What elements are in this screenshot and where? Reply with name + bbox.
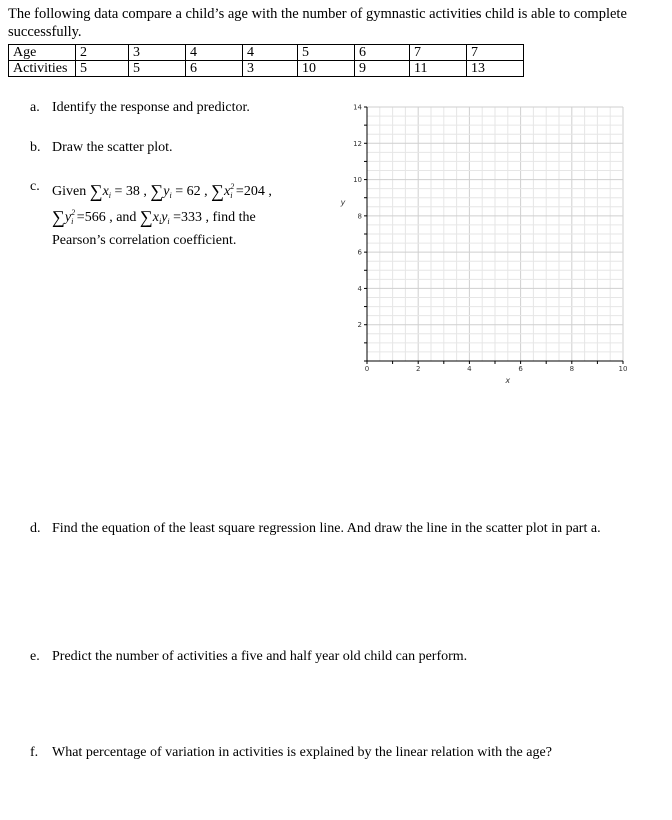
activities-cell: 11 [410,61,467,77]
question-c-line3: Pearson’s correlation coefficient. [52,233,237,248]
scatter-plot-grid[interactable] [335,95,635,395]
activities-cell: 9 [355,61,410,77]
question-label: e. [30,649,40,664]
x-axis-label: x [505,376,511,385]
x-tick-label: 10 [618,365,628,373]
data-table [8,44,524,77]
sum-y-squared: =566 , and [76,210,137,225]
age-cell: 2 [76,45,129,61]
age-cell: 5 [298,45,355,61]
y-tick-label: 10 [353,176,362,185]
activities-cell: 10 [298,61,355,77]
question-text: Draw the scatter plot. [52,140,173,155]
problem-intro: The following data compare a child’s age with the number of gymnastic activities child is able to complete successfully. [8,6,627,40]
question-label: d. [30,521,41,536]
age-cell: 3 [129,45,186,61]
age-cell: 7 [467,45,524,61]
question-text: Identify the response and predictor. [52,100,250,115]
activities-cell: 13 [467,61,524,77]
question-label: b. [30,140,41,155]
row-label-activities: Activities [9,61,76,77]
sum-x: = 38 , [114,184,147,199]
age-cell: 6 [355,45,410,61]
row-label-age: Age [9,45,76,61]
x-tick-label: 2 [415,365,421,373]
x-tick-label: 8 [569,365,575,373]
question-text: Find the equation of the least square regression line. And draw the line in the scatter plot in part a. [52,521,601,536]
x-tick-label: 4 [467,365,472,373]
question-c [30,178,330,258]
sum-y: = 62 , [175,184,208,199]
given-word: Given [52,184,87,199]
y-tick-label: 2 [357,321,362,330]
sum-xy: =333 , find the [173,210,256,225]
question-text: Predict the number of activities a five and half year old child can perform. [52,649,468,664]
sum-x-squared: =204 , [235,184,272,199]
y-tick-label: 8 [357,212,362,221]
y-tick-label: 14 [353,103,362,112]
x-tick-label: 0 [364,365,370,373]
y-tick-label: 4 [357,284,362,293]
question-label: a. [30,100,40,115]
y-tick-label: 12 [353,139,362,148]
age-cell: 7 [410,45,467,61]
activities-cell: 5 [129,61,186,77]
table-row-age [9,45,524,61]
y-tick-label: 6 [357,248,362,257]
age-cell: 4 [243,45,298,61]
question-text: What percentage of variation in activities is explained by the linear relation with the age? [52,745,552,760]
activities-cell: 6 [186,61,243,77]
question-label: c. [30,179,40,194]
question-c-line1: Given $\sum x_i = 38$ , $\sum y_i = 62$ , $\sum x^2_i =204$ , [52,181,272,201]
table-row-activities [9,61,524,77]
activities-cell: 3 [243,61,298,77]
question-c-line2: $\sum y^2_i =566$ , and $\sum x_iy_i =333$ , find the [52,207,256,227]
x-tick-label: 6 [518,365,523,373]
age-cell: 4 [186,45,243,61]
activities-cell: 5 [76,61,129,77]
y-axis-label: y [340,197,346,207]
question-label: f. [30,745,39,760]
